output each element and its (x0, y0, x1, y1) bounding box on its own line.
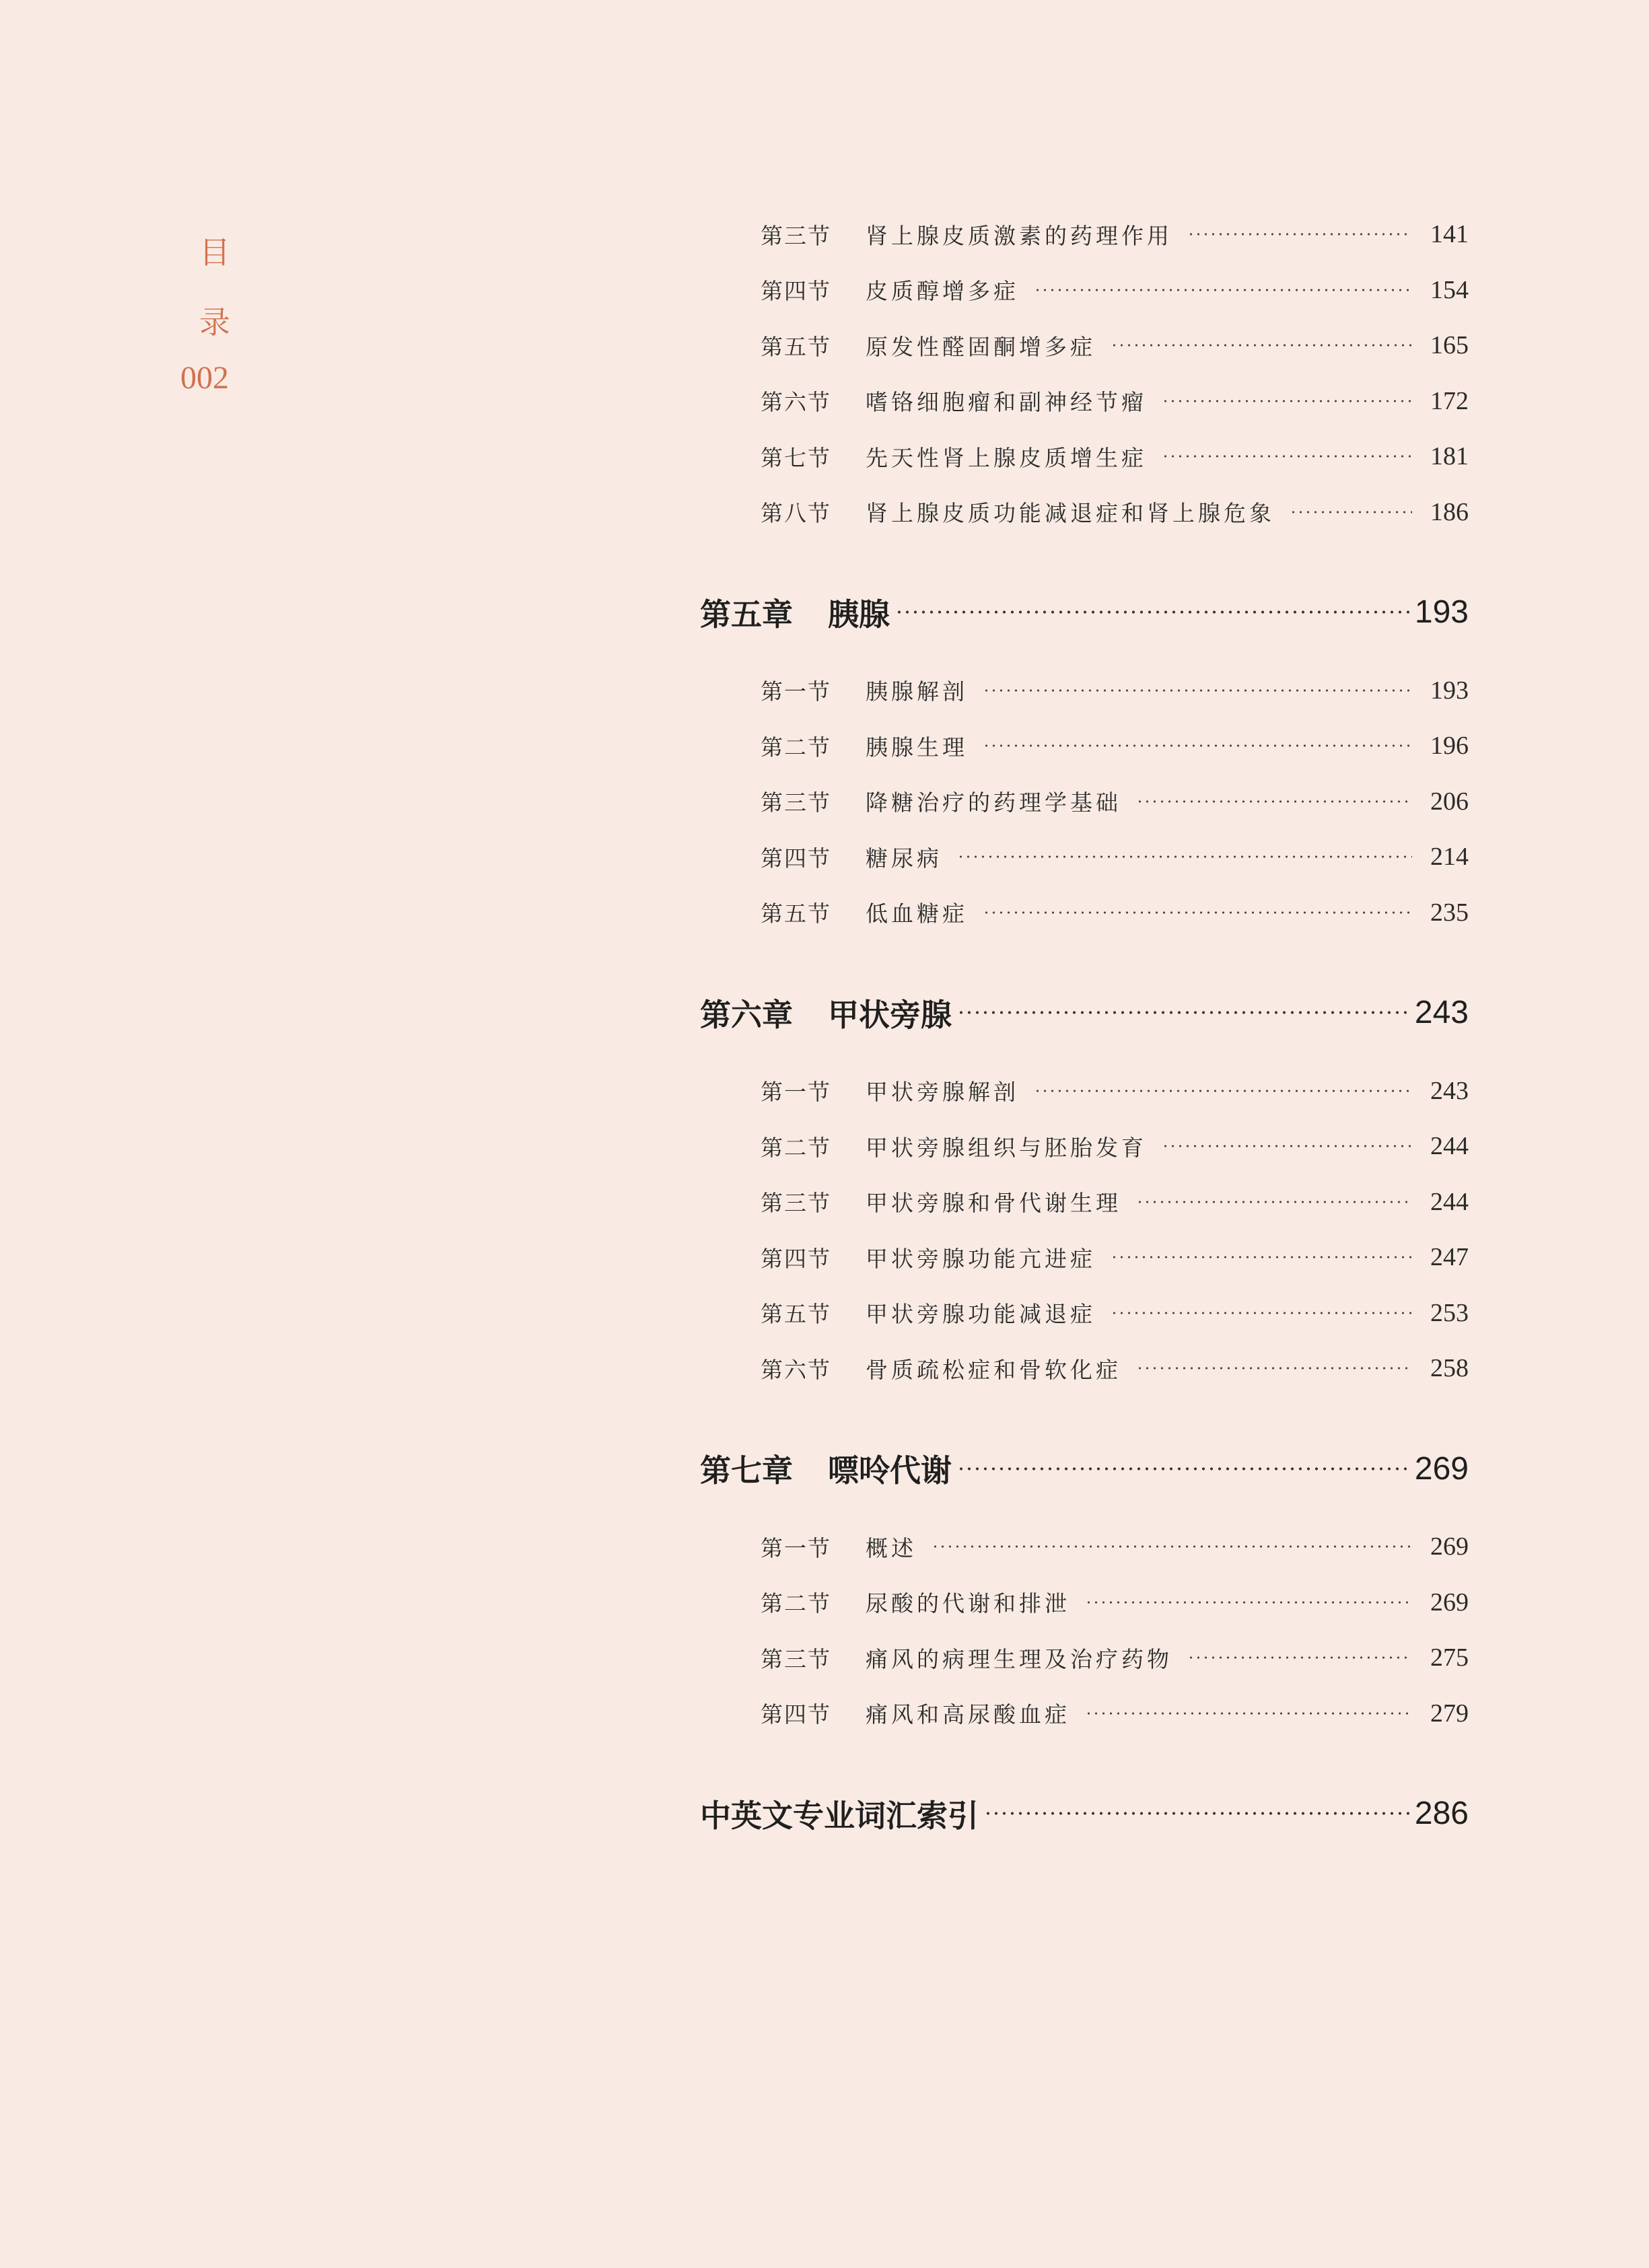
section-number: 第一节 (761, 678, 831, 705)
section-leader-dots (983, 911, 1412, 914)
chapter-number: 第六章 (700, 996, 793, 1033)
section-entry[interactable] (700, 1641, 1469, 1674)
section-number: 第六节 (761, 389, 831, 415)
chapter-page-number: 193 (1414, 594, 1469, 630)
section-page-number: 279 (1430, 1699, 1469, 1728)
section-entry[interactable] (700, 841, 1469, 873)
section-number: 第四节 (761, 1245, 831, 1272)
section-number: 第五节 (761, 900, 831, 927)
section-leader-dots (957, 855, 1412, 858)
section-entry[interactable] (700, 674, 1469, 707)
section-number: 第二节 (761, 1134, 831, 1161)
section-title: 低血糖症 (866, 900, 968, 927)
section-leader-dots (1111, 1312, 1412, 1314)
section-page-number: 244 (1430, 1187, 1469, 1216)
section-number: 第二节 (761, 734, 831, 760)
section-number: 第三节 (761, 1190, 831, 1216)
section-title: 原发性醛固酮增多症 (866, 333, 1096, 360)
section-page-number: 253 (1430, 1298, 1469, 1327)
section-entry[interactable] (700, 440, 1469, 472)
margin-label-char-lu: 录 (199, 304, 230, 341)
section-number: 第五节 (761, 333, 831, 360)
section-page-number: 235 (1430, 898, 1469, 927)
chapter-number: 第七章 (700, 1452, 793, 1489)
section-number: 第一节 (761, 1079, 831, 1105)
section-title: 肾上腺皮质功能减退症和肾上腺危象 (866, 500, 1275, 526)
section-page-number: 172 (1430, 386, 1469, 415)
chapter-page-number: 269 (1414, 1450, 1469, 1487)
section-title: 降糖治疗的药理学基础 (866, 789, 1121, 816)
chapter-title: 嘌呤代谢 (828, 1452, 952, 1489)
section-number: 第六节 (761, 1356, 831, 1383)
margin-label (0, 0, 417, 404)
section-leader-dots (983, 689, 1412, 692)
section-page-number: 275 (1430, 1643, 1469, 1672)
section-number: 第四节 (761, 278, 831, 304)
section-title: 概述 (866, 1534, 917, 1561)
section-number: 第七节 (761, 444, 831, 471)
section-leader-dots (1111, 344, 1412, 347)
section-number: 第四节 (761, 845, 831, 872)
chapter-title: 甲状旁腺 (828, 996, 952, 1033)
section-leader-dots (932, 1545, 1412, 1548)
section-leader-dots (1034, 1090, 1412, 1092)
section-number: 第三节 (761, 1645, 831, 1672)
section-entry[interactable] (700, 496, 1469, 528)
section-page-number: 243 (1430, 1076, 1469, 1105)
section-number: 第二节 (761, 1590, 831, 1617)
section-page-number: 206 (1430, 787, 1469, 816)
section-entry[interactable] (700, 274, 1469, 306)
index-title: 中英文专业词汇索引 (700, 1797, 979, 1834)
section-title: 先天性肾上腺皮质增生症 (866, 444, 1147, 471)
section-entry[interactable] (700, 1130, 1469, 1162)
section-page-number: 193 (1430, 676, 1469, 705)
index-page-number: 286 (1414, 1796, 1469, 1831)
section-title: 甲状旁腺解剖 (866, 1079, 1019, 1105)
section-title: 甲状旁腺和骨代谢生理 (866, 1190, 1121, 1216)
margin-label-char-mu: 目 (199, 234, 230, 271)
section-title: 甲状旁腺功能亢进症 (866, 1245, 1096, 1272)
section-title: 尿酸的代谢和排泄 (866, 1590, 1070, 1617)
section-leader-dots (1290, 511, 1412, 513)
section-leader-dots (1085, 1601, 1412, 1604)
section-entry[interactable] (700, 730, 1469, 762)
index-leader-dots (984, 1812, 1411, 1815)
section-leader-dots (1085, 1712, 1412, 1715)
section-title: 痛风的病理生理及治疗药物 (866, 1645, 1172, 1672)
section-entry[interactable] (700, 385, 1469, 417)
section-entry[interactable] (700, 218, 1469, 250)
section-leader-dots (1187, 233, 1412, 236)
section-number: 第四节 (761, 1701, 831, 1728)
chapter-entry[interactable] (700, 1447, 1469, 1490)
section-leader-dots (1136, 800, 1412, 803)
section-leader-dots (983, 744, 1412, 747)
section-title: 甲状旁腺组织与胚胎发育 (866, 1134, 1147, 1161)
section-entry[interactable] (700, 1075, 1469, 1107)
section-number: 第三节 (761, 789, 831, 816)
section-page-number: 154 (1430, 275, 1469, 304)
chapter-title: 胰腺 (828, 596, 890, 633)
section-number: 第八节 (761, 500, 831, 526)
section-entry[interactable] (700, 1297, 1469, 1329)
chapter-leader-dots (957, 1467, 1411, 1470)
section-entry[interactable] (700, 1241, 1469, 1273)
section-page-number: 196 (1430, 732, 1469, 760)
section-page-number: 186 (1430, 497, 1469, 526)
chapter-number: 第五章 (700, 596, 793, 633)
section-title: 肾上腺皮质激素的药理作用 (866, 222, 1172, 249)
section-entry[interactable] (700, 329, 1469, 361)
section-leader-dots (1111, 1256, 1412, 1259)
section-entry[interactable] (700, 896, 1469, 929)
section-entry[interactable] (700, 785, 1469, 818)
section-leader-dots (1162, 1145, 1412, 1147)
section-page-number: 269 (1430, 1532, 1469, 1561)
chapter-page-number: 243 (1414, 995, 1469, 1030)
section-entry[interactable] (700, 1186, 1469, 1218)
section-page-number: 247 (1430, 1243, 1469, 1271)
index-entry[interactable] (700, 1792, 1469, 1835)
section-page-number: 214 (1430, 843, 1469, 871)
section-page-number: 269 (1430, 1588, 1469, 1617)
section-page-number: 258 (1430, 1354, 1469, 1382)
section-page-number: 141 (1430, 220, 1469, 248)
chapter-leader-dots (895, 610, 1411, 614)
chapter-leader-dots (957, 1011, 1411, 1014)
section-leader-dots (1162, 400, 1412, 402)
section-number: 第一节 (761, 1534, 831, 1561)
section-entry[interactable] (700, 1697, 1469, 1730)
section-entry[interactable] (700, 1352, 1469, 1384)
section-title: 嗜铬细胞瘤和副神经节瘤 (866, 389, 1147, 415)
section-title: 骨质疏松症和骨软化症 (866, 1356, 1121, 1383)
section-leader-dots (1136, 1367, 1412, 1370)
section-entry[interactable] (700, 1586, 1469, 1619)
chapter-entry[interactable] (700, 991, 1469, 1034)
section-title: 糖尿病 (866, 845, 942, 872)
chapter-entry[interactable] (700, 591, 1469, 634)
section-leader-dots (1187, 1656, 1412, 1659)
section-title: 皮质醇增多症 (866, 278, 1019, 304)
section-title: 胰腺生理 (866, 734, 968, 760)
section-entry[interactable] (700, 1530, 1469, 1563)
section-number: 第五节 (761, 1301, 831, 1327)
section-page-number: 181 (1430, 442, 1469, 470)
section-leader-dots (1162, 455, 1412, 458)
section-leader-dots (1136, 1201, 1412, 1203)
section-number: 第三节 (761, 222, 831, 249)
section-title: 痛风和高尿酸血症 (866, 1701, 1070, 1728)
section-page-number: 244 (1430, 1132, 1469, 1160)
section-title: 胰腺解剖 (866, 678, 968, 705)
page-number: 002 (180, 360, 229, 396)
section-page-number: 165 (1430, 331, 1469, 359)
section-title: 甲状旁腺功能减退症 (866, 1301, 1096, 1327)
section-leader-dots (1034, 289, 1412, 291)
